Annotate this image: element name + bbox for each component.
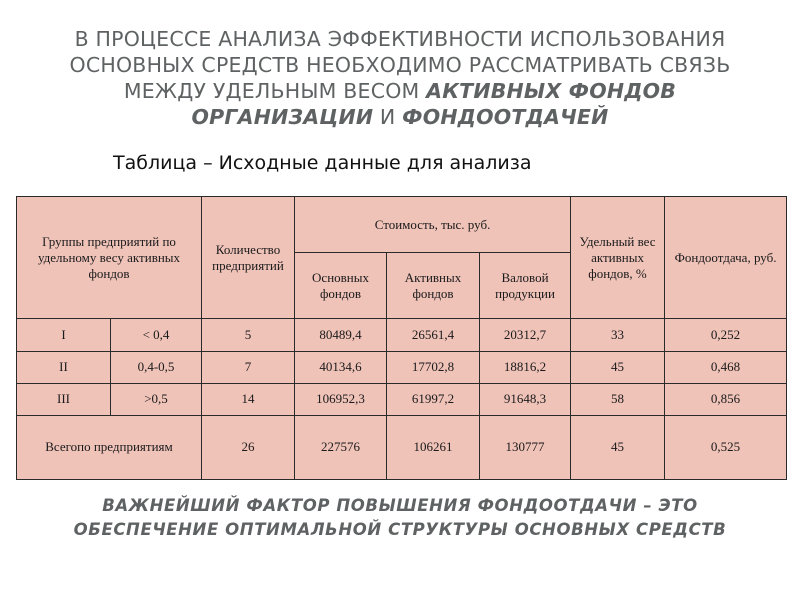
slide-heading — [20, 26, 780, 130]
analysis-table — [16, 196, 787, 480]
cell-count: 14 — [202, 383, 295, 415]
cell-return: 0,856 — [665, 383, 787, 415]
cell-fixed: 40134,6 — [295, 351, 387, 383]
table-row — [17, 383, 787, 415]
conclusion-line-2: ОБЕСПЕЧЕНИЕ ОПТИМАЛЬНОЙ СТРУКТУРЫ ОСНОВНЫХ СРЕДСТВ — [73, 520, 727, 539]
total-active: 106261 — [387, 415, 480, 479]
header-share: Удельный вес активных фондов, % — [571, 197, 665, 319]
cell-group: I — [17, 319, 111, 351]
total-share: 45 — [571, 415, 665, 479]
cell-group: III — [17, 383, 111, 415]
total-count: 26 — [202, 415, 295, 479]
heading-line-4 — [20, 104, 780, 130]
total-label: Всегопо предприятиям — [17, 415, 202, 479]
heading-line-3-text: МЕЖДУ УДЕЛЬНЫМ ВЕСОМ — [123, 79, 427, 103]
heading-emphasis-active-funds: АКТИВНЫХ ФОНДОВ — [426, 79, 677, 103]
heading-emphasis-capital-productivity: ФОНДООТДАЧЕЙ — [402, 105, 609, 129]
table-row — [17, 351, 787, 383]
cell-range: 0,4-0,5 — [111, 351, 202, 383]
total-gross: 130777 — [480, 415, 571, 479]
cell-range: < 0,4 — [111, 319, 202, 351]
conclusion-text — [20, 494, 780, 542]
cell-active: 26561,4 — [387, 319, 480, 351]
header-fixed: Основных фондов — [295, 253, 387, 319]
heading-line-1: В ПРОЦЕССЕ АНАЛИЗА ЭФФЕКТИВНОСТИ ИСПОЛЬЗОВАНИЯ — [74, 27, 726, 51]
table-total-row — [17, 415, 787, 479]
header-group: Группы предприятий по удельному весу активных фондов — [17, 197, 202, 319]
header-cost: Стоимость, тыс. руб. — [295, 197, 571, 253]
header-active: Активных фондов — [387, 253, 480, 319]
heading-line-4-text: И — [373, 105, 403, 129]
cell-gross: 91648,3 — [480, 383, 571, 415]
cell-active: 17702,8 — [387, 351, 480, 383]
heading-line-2: ОСНОВНЫХ СРЕДСТВ НЕОБХОДИМО РАССМАТРИВАТЬ СВЯЗЬ — [69, 53, 731, 77]
header-gross: Валовой продукции — [480, 253, 571, 319]
cell-count: 7 — [202, 351, 295, 383]
conclusion-line-1: ВАЖНЕЙШИЙ ФАКТОР ПОВЫШЕНИЯ ФОНДООТДАЧИ – ЭТО — [102, 496, 698, 515]
cell-share: 58 — [571, 383, 665, 415]
cell-return: 0,468 — [665, 351, 787, 383]
cell-fixed: 106952,3 — [295, 383, 387, 415]
cell-return: 0,252 — [665, 319, 787, 351]
cell-group: II — [17, 351, 111, 383]
heading-line-3 — [20, 78, 780, 104]
table-row — [17, 319, 787, 351]
cell-gross: 20312,7 — [480, 319, 571, 351]
total-return: 0,525 — [665, 415, 787, 479]
header-return: Фондоотдача, руб. — [665, 197, 787, 319]
heading-emphasis-organization: ОРГАНИЗАЦИИ — [191, 105, 374, 129]
cell-active: 61997,2 — [387, 383, 480, 415]
header-count: Количество предприятий — [202, 197, 295, 319]
cell-share: 45 — [571, 351, 665, 383]
total-fixed: 227576 — [295, 415, 387, 479]
cell-share: 33 — [571, 319, 665, 351]
cell-range: >0,5 — [111, 383, 202, 415]
cell-count: 5 — [202, 319, 295, 351]
cell-fixed: 80489,4 — [295, 319, 387, 351]
cell-gross: 18816,2 — [480, 351, 571, 383]
table-caption: Таблица – Исходные данные для анализа — [113, 152, 532, 174]
